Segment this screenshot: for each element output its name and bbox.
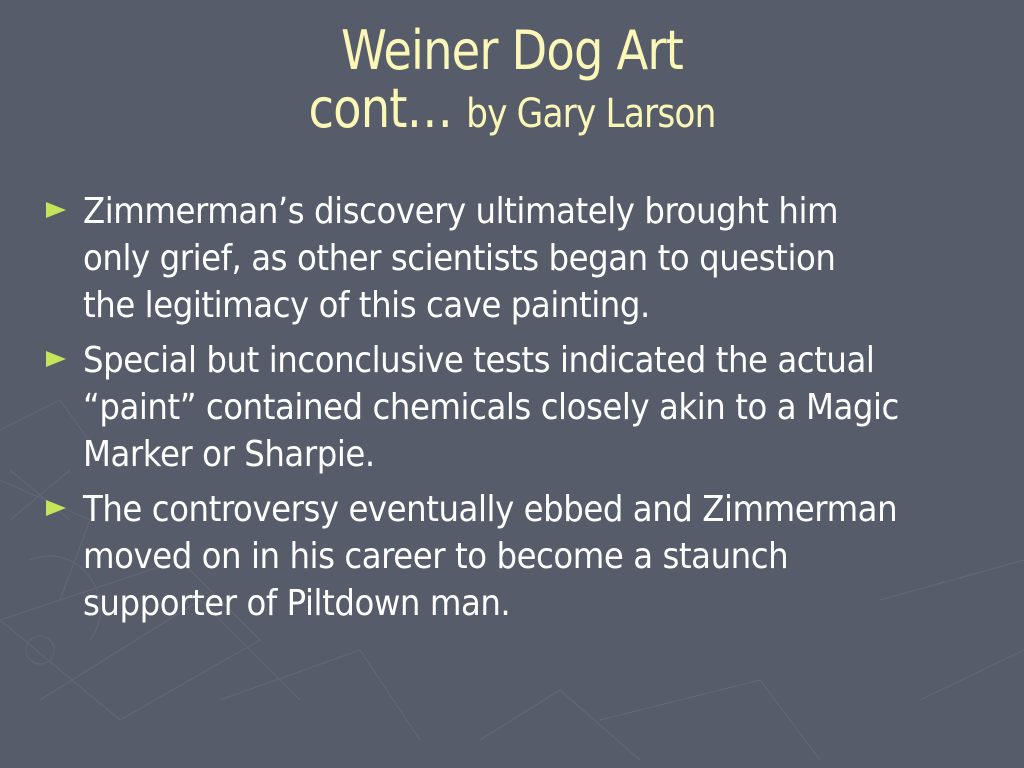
bullet-text: The controversy eventually ebbed and Zimmerman moved on in his career to become a staunch supporter of Piltdown man. [83, 489, 898, 624]
bullet-text: Zimmerman’s discovery ultimately brought him only grief, as other scientists began to question the legitimacy of this cave painting. [83, 191, 839, 326]
bullet-text: Special but inconclusive tests indicated the actual “paint” contained chemicals closely akin to a Magic Marker or Sharpie. [83, 340, 899, 475]
bullet-item [46, 486, 1006, 627]
title-byline: by Gary Larson [466, 91, 716, 137]
triangle-arrow-icon [46, 202, 66, 218]
bullet-item [46, 337, 1006, 478]
triangle-arrow-icon [46, 500, 66, 516]
title-line-2 [168, 77, 856, 143]
slide-title [168, 19, 856, 143]
title-line-1: Weiner Dog Art [341, 19, 683, 82]
triangle-arrow-icon [46, 351, 66, 367]
title-line-2-main: cont… [308, 77, 453, 140]
bullet-list [46, 188, 1006, 635]
bullet-item [46, 188, 1006, 329]
